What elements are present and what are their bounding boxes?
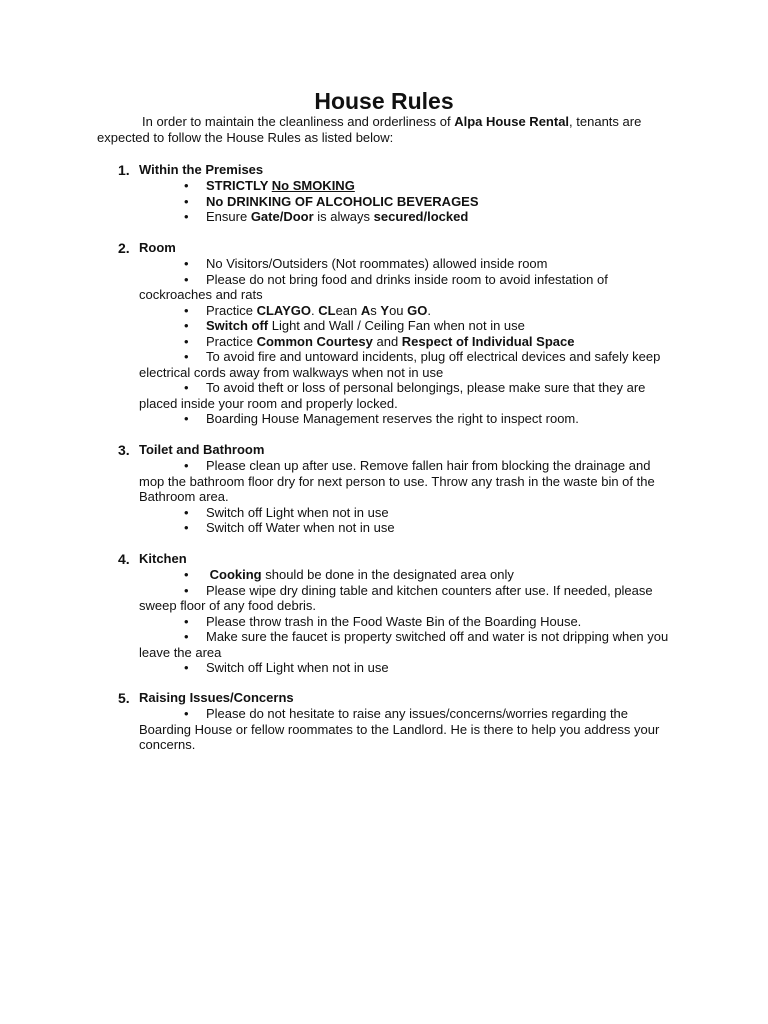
rule-item: • Ensure Gate/Door is always secured/locked	[184, 209, 469, 224]
rule-item: • Practice Common Courtesy and Respect of Individual Space	[184, 333, 575, 349]
rule-item: • Please throw trash in the Food Waste Bin of the Boarding House.	[184, 613, 582, 629]
section-kitchen	[118, 551, 678, 676]
bullet-icon: •	[184, 504, 189, 520]
section-title: Raising Issues/Concerns	[139, 690, 294, 705]
bullet-icon: •	[184, 209, 189, 224]
rule-item: • Please do not hesitate to raise any issues/concerns/worries regarding the Boarding House or fellow roommates to the Landlord. He is there to help you address your concerns.	[139, 706, 660, 752]
section-number: 1.	[118, 162, 130, 178]
rule-item: • To avoid theft or loss of personal belongings, please make sure that they are placed inside your room and properly locked.	[139, 380, 646, 411]
section-toilet-bathroom	[118, 442, 678, 536]
section-raising-issues	[118, 690, 678, 753]
rule-item: • Make sure the faucet is property switched off and water is not dripping when you leave the area	[139, 629, 669, 660]
rule-item: • Switch off Light when not in use	[184, 504, 389, 520]
rule-item: • Switch off Water when not in use	[184, 520, 395, 535]
page-title: House Rules	[314, 88, 454, 114]
bullet-icon: •	[184, 178, 189, 193]
intro-text: In order to maintain the cleanliness and orderliness of	[142, 114, 455, 129]
bullet-icon: •	[184, 458, 189, 473]
rule-item: • Please do not bring food and drinks inside room to avoid infestation of cockroaches and rats	[139, 271, 608, 302]
section-number: 2.	[118, 240, 130, 256]
bullet-icon: •	[184, 567, 189, 582]
section-title: Within the Premises	[139, 162, 264, 177]
bullet-icon: •	[184, 520, 189, 535]
bullet-icon: •	[184, 193, 189, 209]
bullet-icon: •	[184, 333, 189, 349]
rule-item: • Practice CLAYGO. CLean As You GO.	[184, 302, 432, 318]
section-title: Room	[139, 240, 176, 255]
rule-item: • Please wipe dry dining table and kitchen counters after use. If needed, please sweep floor of any food debris.	[139, 582, 653, 613]
bullet-icon: •	[184, 318, 189, 333]
section-number: 4.	[118, 551, 130, 567]
section-title: Kitchen	[139, 551, 187, 566]
bullet-icon: •	[184, 706, 189, 721]
section-number: 3.	[118, 442, 130, 458]
bullet-icon: •	[184, 256, 189, 271]
bullet-icon: •	[184, 349, 189, 364]
rule-item: • Cooking should be done in the designated area only	[184, 567, 514, 582]
intro-text-end: , tenants are expected to follow the House Rules as listed below:	[97, 114, 642, 145]
rule-item: • No Visitors/Outsiders (Not roommates) allowed inside room	[184, 256, 548, 271]
intro-paragraph	[97, 114, 672, 145]
section-premises	[118, 162, 678, 225]
bullet-icon: •	[184, 660, 189, 675]
section-title: Toilet and Bathroom	[139, 442, 265, 457]
rule-item: • Switch off Light when not in use	[184, 660, 389, 675]
bullet-icon: •	[184, 380, 189, 395]
bullet-icon: •	[184, 302, 189, 318]
rule-item: • Switch off Light and Wall / Ceiling Fan when not in use	[184, 318, 525, 333]
rule-item: • To avoid fire and untoward incidents, plug off electrical devices and safely keep electrical cords away from walkways when not in use	[139, 349, 661, 380]
rule-item: • STRICTLY No SMOKING	[184, 178, 355, 193]
rule-item: • Boarding House Management reserves the right to inspect room.	[184, 411, 579, 426]
section-room	[118, 240, 678, 427]
bullet-icon: •	[184, 271, 189, 287]
section-number: 5.	[118, 690, 130, 706]
bullet-icon: •	[184, 629, 189, 644]
rule-item: • Please clean up after use. Remove fallen hair from blocking the drainage and mop the bathroom floor dry for next person to use. Throw any trash in the waste bin of the Bathroom area.	[139, 458, 655, 504]
bullet-icon: •	[184, 582, 189, 598]
bullet-icon: •	[184, 613, 189, 629]
rule-item: • No DRINKING OF ALCOHOLIC BEVERAGES	[184, 193, 479, 209]
bullet-icon: •	[184, 411, 189, 426]
rental-name: Alpa House Rental	[454, 114, 570, 129]
